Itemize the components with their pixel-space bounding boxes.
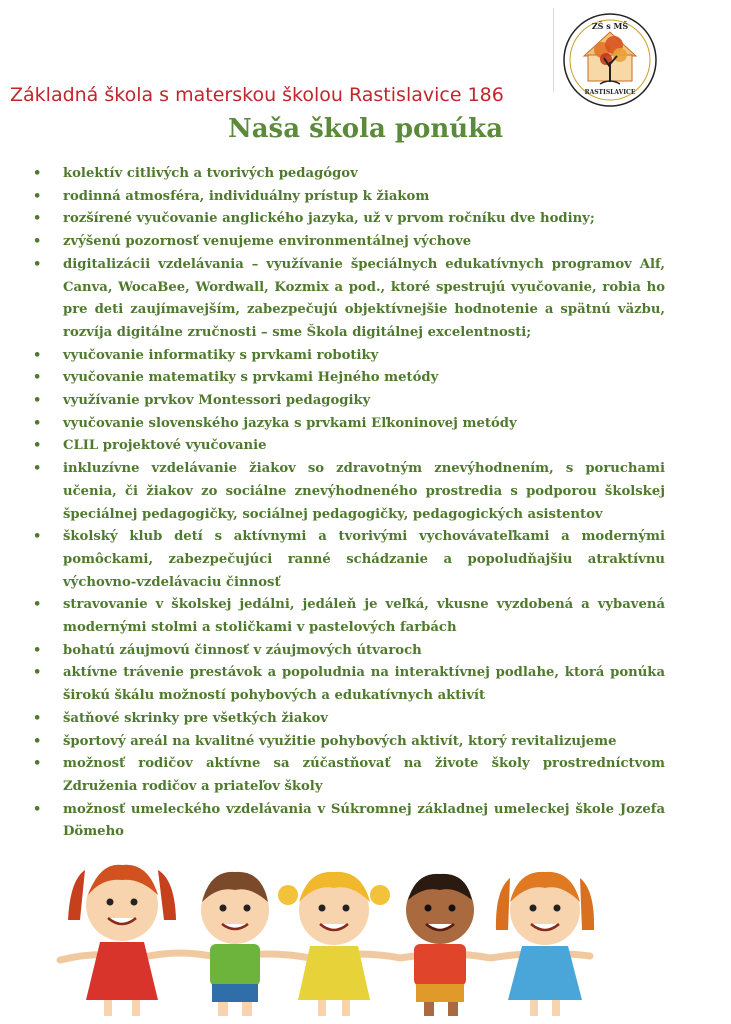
list-item: • zvýšenú pozornosť venujeme environmentálnej výchove bbox=[33, 231, 665, 254]
page-title: Naša škola ponúka bbox=[227, 114, 504, 144]
list-item: • možnosť rodičov aktívne sa zúčastňovať na živote školy prostredníctvom Združenia rodičov a priateľov školy bbox=[33, 753, 665, 798]
list-item: • stravovanie v školskej jedálni, jedáleň je veľká, vkusne vyzdobená a vybavená modernými stolmi a stoličkami v pastelových farbách bbox=[33, 594, 665, 639]
list-item: • kolektív citlivých a tvorivých pedagógov bbox=[33, 163, 665, 186]
list-item: • možnosť umeleckého vzdelávania v Súkromnej základnej umeleckej škole Jozefa Dömeho bbox=[33, 799, 665, 844]
list-item: • šatňové skrinky pre všetkých žiakov bbox=[33, 708, 665, 731]
list-item: • vyučovanie slovenského jazyka s prvkami Eľkoninovej metódy bbox=[33, 413, 665, 436]
school-name: Základná škola s materskou školou Rastislavice 186 bbox=[10, 84, 504, 106]
child-boy-red bbox=[406, 874, 474, 1016]
list-item: • využívanie prvkov Montessori pedagogiky bbox=[33, 390, 665, 413]
list-item: • vyučovanie matematiky s prvkami Hejného metódy bbox=[33, 367, 665, 390]
children-illustration bbox=[40, 850, 640, 1020]
list-item: • športový areál na kvalitné využitie pohybových aktivít, ktorý revitalizujeme bbox=[33, 731, 665, 754]
header-divider bbox=[553, 8, 554, 92]
list-item: • digitalizácii vzdelávania – využívanie špeciálnych edukatívnych programov Alf, Canva, WocaBee, Wordwall, Kozmix a pod., ktoré spestrujú vyučovanie, robia ho pre deti zaujímavejším, zabezpečujú objektívnejšie hodnotenie a spätnú väzbu, rozvíja digitálne zručnosti – sme Škola digitálnej excelentnosti; bbox=[33, 254, 665, 345]
list-item: • bohatú záujmovú činnosť v záujmových útvaroch bbox=[33, 640, 665, 663]
list-item: • CLIL projektové vyučovanie bbox=[33, 435, 665, 458]
list-item: • rodinná atmosféra, individuálny prístup k žiakom bbox=[33, 186, 665, 209]
offers-list bbox=[33, 163, 665, 844]
list-item: • aktívne trávenie prestávok a popoludnia na interaktívnej podlahe, ktorá ponúka širokú škálu možností pohybových a edukatívnych aktivít bbox=[33, 662, 665, 707]
child-girl-blue bbox=[496, 872, 594, 1016]
list-item: • vyučovanie informatiky s prvkami robotiky bbox=[33, 345, 665, 368]
child-girl-yellow bbox=[278, 872, 390, 1016]
list-item: • inkluzívne vzdelávanie žiakov so zdravotným znevýhodnením, s poruchami učenia, či žiakov zo sociálne znevýhodneného prostredia s podporou školskej špeciálnej pedagogičky, sociálnej pedagogičky, pedagogických asistentov bbox=[33, 458, 665, 526]
logo-text-top: ZŠ s MŠ bbox=[591, 21, 629, 31]
school-logo bbox=[562, 12, 658, 108]
logo-text-bottom: RASTISLAVICE bbox=[584, 89, 636, 96]
list-item: • školský klub detí s aktívnymi a tvorivými vychovávateľkami a modernými pomôckami, zabezpečujúci ranné schádzanie a popoludňajšiu atraktívnu výchovno-vzdelávaciu činnosť bbox=[33, 526, 665, 594]
list-item: • rozšírené vyučovanie anglického jazyka, už v prvom ročníku dve hodiny; bbox=[33, 208, 665, 231]
child-boy-green bbox=[201, 872, 269, 1016]
child-girl-red bbox=[68, 865, 176, 1016]
